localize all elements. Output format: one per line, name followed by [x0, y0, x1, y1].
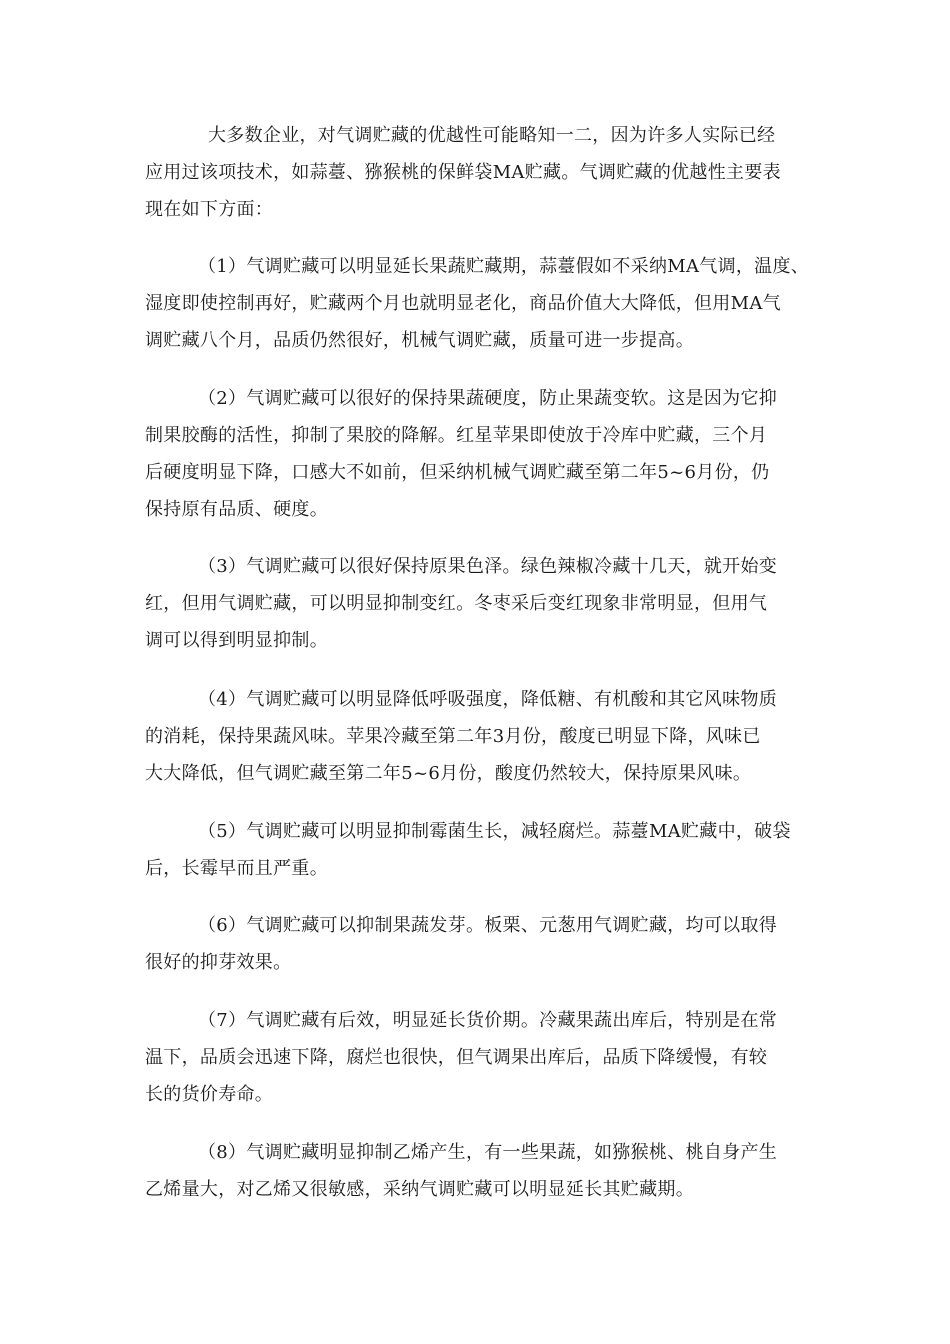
item-line: （4）气调贮藏可以明显降低呼吸强度，降低糖、有机酸和其它风味物质 [198, 689, 778, 710]
item-line: 很好的抑芽效果。 [145, 952, 292, 973]
item-line: （3）气调贮藏可以很好保持原果色泽。绿色辣椒冷藏十几天，就开始变 [198, 556, 778, 577]
item-line: 大大降低，但气调贮藏至第二年5~6月份，酸度仍然较大，保持原果风味。 [145, 763, 752, 784]
item-line: （6）气调贮藏可以抑制果蔬发芽。板栗、元葱用气调贮藏，均可以取得 [198, 915, 778, 936]
item-paragraph-8 [145, 1134, 805, 1208]
item-line: （8）气调贮藏明显抑制乙烯产生，有一些果蔬，如猕猴桃、桃自身产生 [198, 1142, 778, 1163]
item-paragraph-3 [145, 548, 805, 659]
item-line: 乙烯量大，对乙烯又很敏感，采纳气调贮藏可以明显延长其贮藏期。 [145, 1179, 694, 1200]
item-line: （2）气调贮藏可以很好的保持果蔬硬度，防止果蔬变软。这是因为它抑 [198, 388, 778, 409]
intro-line: 大多数企业，对气调贮藏的优越性可能略知一二，因为许多人实际已经 [208, 125, 776, 146]
item-line: 温下，品质会迅速下降，腐烂也很快，但气调果出库后，品质下降缓慢，有较 [145, 1047, 768, 1068]
item-line: 的消耗，保持果蔬风味。苹果冷藏至第二年3月份，酸度已明显下降，风味已 [145, 726, 761, 747]
item-line: 保持原有品质、硬度。 [145, 499, 328, 520]
item-paragraph-1 [145, 248, 810, 359]
item-line: 湿度即使控制再好，贮藏两个月也就明显老化，商品价值大大降低，但用MA气 [145, 293, 781, 314]
item-paragraph-4 [145, 681, 805, 792]
item-line: 红，但用气调贮藏，可以明显抑制变红。冬枣采后变红现象非常明显，但用气 [145, 593, 768, 614]
item-line: 调可以得到明显抑制。 [145, 630, 328, 651]
item-paragraph-5 [145, 813, 805, 887]
item-line: 后硬度明显下降，口感大不如前，但采纳机械气调贮藏至第二年5~6月份，仍 [145, 462, 770, 483]
item-line: （5）气调贮藏可以明显抑制霉菌生长，减轻腐烂。蒜薹MA贮藏中，破袋 [198, 821, 791, 842]
intro-line: 应用过该项技术，如蒜薹、猕猴桃的保鲜袋MA贮藏。气调贮藏的优越性主要表 [145, 162, 781, 183]
item-paragraph-7 [145, 1002, 805, 1113]
item-line: 长的货价寿命。 [145, 1084, 274, 1105]
item-line: 调贮藏八个月，品质仍然很好，机械气调贮藏，质量可进一步提高。 [145, 330, 694, 351]
item-line: 后，长霉早而且严重。 [145, 858, 328, 879]
intro-line: 现在如下方面： [145, 199, 274, 220]
intro-paragraph [145, 117, 805, 228]
item-paragraph-2 [145, 380, 805, 528]
item-line: （7）气调贮藏有后效，明显延长货价期。冷藏果蔬出库后，特别是在常 [198, 1010, 778, 1031]
item-paragraph-6 [145, 907, 805, 981]
item-line: 制果胶酶的活性，抑制了果胶的降解。红星苹果即使放于冷库中贮藏，三个月 [145, 425, 768, 446]
item-line: （1）气调贮藏可以明显延长果蔬贮藏期，蒜薹假如不采纳MA气调，温度、 [198, 256, 810, 277]
